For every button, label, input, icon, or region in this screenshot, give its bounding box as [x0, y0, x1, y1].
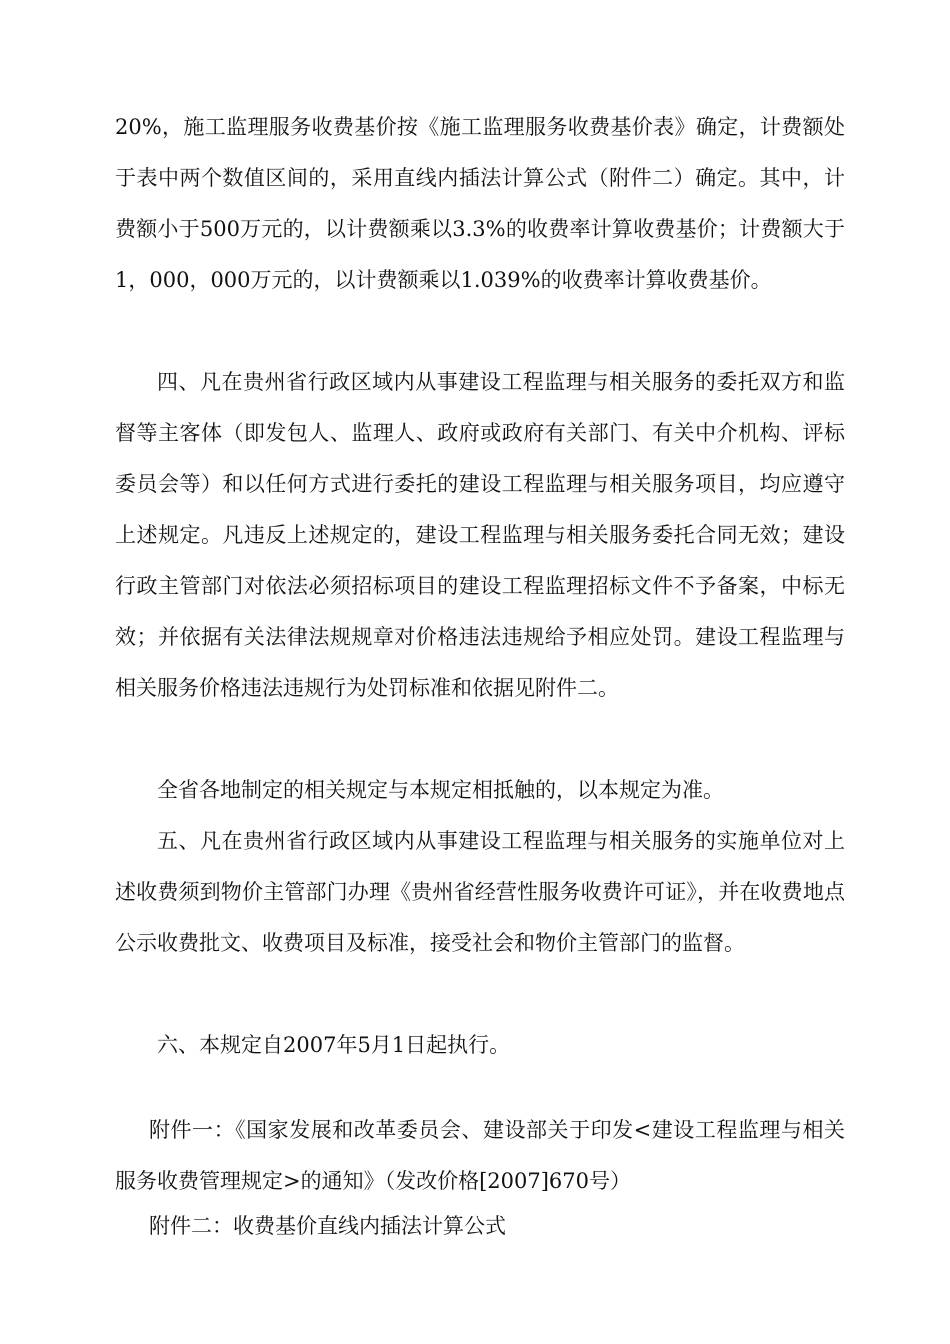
paragraph-article-five: 五、凡在贵州省行政区域内从事建设工程监理与相关服务的实施单位对上述收费须到物价主管部门办理《贵州省经营性服务收费许可证》，并在收费地点公示收费批文、收费项目及标准，接受社会和物价主管部门的监督。	[115, 829, 845, 955]
attachment-one: 附件一：《国家发展和改革委员会、建设部关于印发<建设工程监理与相关服务收费管理规定>的通知》（发改价格[2007]670号）	[115, 1118, 845, 1193]
paragraph-fee-calculation: 20%，施工监理服务收费基价按《施工监理服务收费基价表》确定，计费额处于表中两个数值区间的，采用直线内插法计算公式（附件二）确定。其中，计费额小于500万元的，以计费额乘以3.3%的收费率计算收费基价；计费额大于1，000，000万元的，以计费额乘以1.039%的收费率计算收费基价。	[115, 115, 845, 292]
paragraph-article-four: 四、凡在贵州省行政区域内从事建设工程监理与相关服务的委托双方和监督等主客体（即发包人、监理人、政府或政府有关部门、有关中介机构、评标委员会等）和以任何方式进行委托的建设工程监理与相关服务项目，均应遵守上述规定。凡违反上述规定的，建设工程监理与相关服务委托合同无效；建设行政主管部门对依法必须招标项目的建设工程监理招标文件不予备案，中标无效；并依据有关法律法规规章对价格违法违规给予相应处罚。建设工程监理与相关服务价格违法违规行为处罚标准和依据见附件二。	[115, 370, 845, 700]
paragraph-article-six: 六、本规定自2007年5月1日起执行。	[157, 1033, 511, 1057]
paragraph-conflict-rule: 全省各地制定的相关规定与本规定相抵触的，以本规定为准。	[157, 778, 724, 802]
attachment-two: 附件二：收费基价直线内插法计算公式	[149, 1214, 506, 1238]
